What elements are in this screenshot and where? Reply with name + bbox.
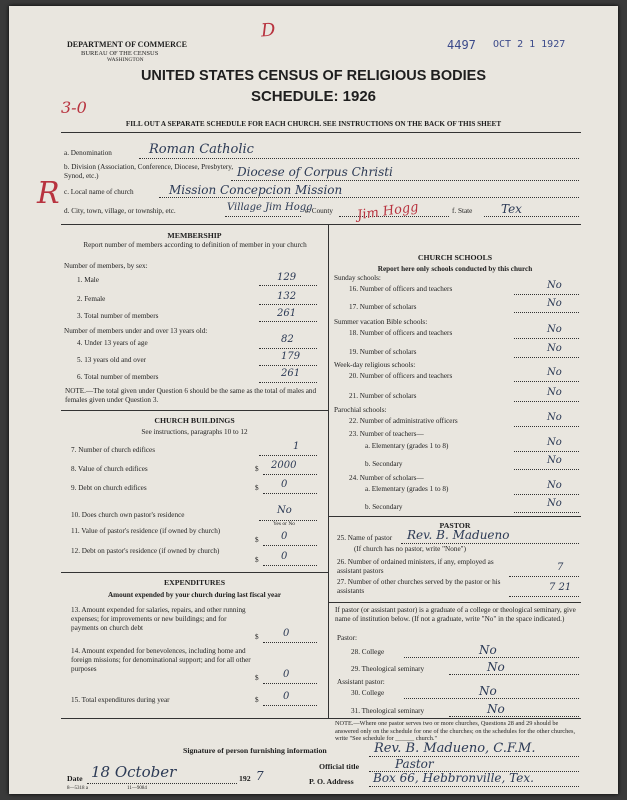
- q31-value: No: [487, 702, 505, 716]
- column-divider: [328, 224, 329, 718]
- q20-value: No: [547, 367, 562, 378]
- q21-value: No: [547, 387, 562, 398]
- q15-label: 15. Total expenditures during year: [71, 696, 170, 704]
- male-label: 1. Male: [77, 276, 99, 284]
- q11-dollar: $: [255, 536, 259, 544]
- department-name: DEPARTMENT OF COMMERCE: [67, 40, 188, 49]
- bureau-name: BUREAU OF THE CENSUS: [81, 50, 159, 57]
- q10-value: No: [277, 505, 292, 516]
- q14-label: 14. Amount expended for benevolences, including home and foreign missions; for denominational support; and for all other purposes: [71, 647, 251, 673]
- q7-value: 1: [293, 441, 300, 452]
- q23a-line: [514, 451, 579, 452]
- male-value: 129: [277, 272, 297, 283]
- q13-label: 13. Amount expended for salaries, repairs, and other running expenses; for improvements or new buildings; and for payments on church debt: [71, 606, 246, 632]
- q31-line: [449, 716, 579, 717]
- under-13-label: 4. Under 13 years of age: [77, 339, 148, 347]
- q14-line: [263, 683, 317, 684]
- header-rule: [61, 132, 581, 133]
- q14-dollar: $: [255, 674, 259, 682]
- q17-value: No: [547, 298, 562, 309]
- q16-value: No: [547, 280, 562, 291]
- q19-value: No: [547, 343, 562, 354]
- q24-label: 24. Number of scholars—: [349, 474, 424, 482]
- q7-line: [259, 455, 317, 456]
- division-value: Diocese of Corpus Christi: [237, 165, 393, 179]
- form-number-2: 11—9084: [127, 786, 147, 791]
- weekday-schools-label: Week-day religious schools:: [334, 361, 416, 369]
- division-label: b. Division (Association, Conference, Diocese, Presbytery, Synod, etc.): [64, 163, 234, 180]
- q11-value: 0: [281, 531, 288, 542]
- county-value: Jim Hogg: [356, 199, 420, 224]
- red-mark-code: 3-0: [61, 98, 87, 117]
- city-value: Village Jim Hogg: [227, 202, 313, 213]
- form-number: 8—5318 a: [67, 786, 88, 791]
- q12-value: 0: [281, 551, 288, 562]
- q21-label: 21. Number of scholars: [349, 392, 417, 400]
- q25-line: [401, 543, 579, 544]
- membership-rule: [61, 410, 328, 411]
- po-address-line: [369, 786, 579, 787]
- q15-dollar: $: [255, 696, 259, 704]
- q24a-value: No: [547, 480, 562, 491]
- over-13-label: 5. 13 years old and over: [77, 356, 147, 364]
- q28-line: [404, 657, 579, 658]
- schools-heading: CHURCH SCHOOLS: [417, 253, 493, 262]
- q24a-label: a. Elementary (grades 1 to 8): [365, 485, 449, 493]
- parochial-schools-label: Parochial schools:: [334, 406, 387, 414]
- female-value: 132: [277, 291, 297, 302]
- q24b-line: [514, 512, 579, 513]
- q9-label: 9. Debt on church edifices: [71, 484, 147, 492]
- q23b-label: b. Secondary: [365, 460, 403, 468]
- under-13-line: [259, 348, 317, 349]
- female-line: [259, 304, 317, 305]
- q20-label: 20. Number of officers and teachers: [349, 372, 453, 380]
- college-note: If pastor (or assistant pastor) is a graduate of a college or theological seminary, give name of institution below. (If not a graduate, write "No" in the space indicated.): [335, 606, 576, 623]
- membership-heading: MEMBERSHIP: [167, 231, 222, 240]
- red-stamp-mark: D: [260, 19, 277, 42]
- asst-pastor-sublabel: Assistant pastor:: [337, 678, 385, 686]
- q8-line: [263, 474, 317, 475]
- q9-line: [263, 493, 317, 494]
- q8-dollar: $: [255, 465, 259, 473]
- total6-line: [259, 382, 317, 383]
- q25-label: 25. Name of pastor: [337, 534, 393, 542]
- q27-value: 7 21: [549, 582, 572, 593]
- summer-schools-label: Summer vacation Bible schools:: [334, 318, 428, 326]
- total-members-line: [259, 321, 317, 322]
- q10-label: 10. Does church own pastor's residence: [71, 511, 185, 519]
- buildings-subheading: See instructions, paragraphs 10 to 12: [141, 428, 248, 436]
- q24b-value: No: [547, 498, 562, 509]
- schedule-title: SCHEDULE: 1926: [250, 88, 377, 105]
- q14-value: 0: [283, 669, 290, 680]
- expenditures-subheading: Amount expended by your church during last fiscal year: [107, 591, 282, 599]
- pastor-sublabel: Pastor:: [337, 634, 357, 642]
- buildings-heading: CHURCH BUILDINGS: [154, 416, 235, 425]
- official-title-label: Official title: [319, 762, 360, 771]
- total6-label: 6. Total number of members: [77, 373, 159, 381]
- q25-value: Rev. B. Madueno: [407, 528, 510, 542]
- q23b-line: [514, 469, 579, 470]
- q23a-label: a. Elementary (grades 1 to 8): [365, 442, 449, 450]
- q31-label: 31. Theological seminary: [351, 707, 425, 715]
- q9-dollar: $: [255, 484, 259, 492]
- q11-line: [263, 545, 317, 546]
- over-13-line: [259, 365, 317, 366]
- pastor-note: NOTE.—Where one pastor serves two or more churches, Questions 28 and 29 should be answered only on the schedule for one of the churches; on the schedules for the other churches, write "See schedule for ______ church.": [335, 720, 576, 742]
- q22-line: [514, 426, 579, 427]
- q26-label: 26. Number of ordained ministers, if any, employed as assistant pastors: [337, 558, 494, 575]
- q18-line: [514, 338, 579, 339]
- section-bottom-rule: [61, 718, 581, 719]
- pastor-rule: [328, 602, 581, 603]
- q19-label: 19. Number of scholars: [349, 348, 417, 356]
- po-address-label: P. O. Address: [309, 777, 354, 786]
- county-label: e. County: [305, 207, 333, 215]
- q27-label: 27. Number of other churches served by the pastor or his assistants: [337, 578, 501, 595]
- membership-note: NOTE.—The total given under Question 6 should be the same as the total of males and females given under Question 3.: [65, 387, 317, 404]
- q29-line: [449, 674, 579, 675]
- members-by-sex-label: Number of members, by sex:: [64, 262, 148, 270]
- q13-dollar: $: [255, 633, 259, 641]
- signature-value: Rev. B. Madueno, C.F.M.: [374, 741, 536, 756]
- q23a-value: No: [547, 437, 562, 448]
- q30-value: No: [479, 684, 497, 698]
- year-prefix: 192: [239, 774, 251, 783]
- denomination-value: Roman Catholic: [149, 142, 254, 157]
- receipt-stamp-number: 4497: [447, 38, 476, 52]
- state-value: Tex: [501, 202, 522, 216]
- q30-line: [404, 698, 579, 699]
- q22-value: No: [547, 412, 562, 423]
- state-label: f. State: [452, 207, 473, 215]
- local-church-line: [159, 197, 579, 198]
- q16-label: 16. Number of officers and teachers: [349, 285, 453, 293]
- q16-line: [514, 294, 579, 295]
- q12-line: [263, 565, 317, 566]
- expenditures-heading: EXPENDITURES: [163, 578, 226, 587]
- q17-line: [514, 312, 579, 313]
- q21-line: [514, 401, 579, 402]
- q19-line: [514, 357, 579, 358]
- q27-line: [509, 596, 579, 597]
- total-members-value: 261: [277, 308, 297, 319]
- q15-value: 0: [283, 691, 290, 702]
- city-line: [225, 216, 301, 217]
- q7-label: 7. Number of church edifices: [71, 446, 156, 454]
- q23-label: 23. Number of teachers—: [349, 430, 424, 438]
- form-title: UNITED STATES CENSUS OF RELIGIOUS BODIES: [140, 68, 487, 84]
- local-church-label: c. Local name of church: [64, 188, 134, 196]
- q13-line: [263, 642, 317, 643]
- q29-label: 29. Theological seminary: [351, 665, 425, 673]
- denomination-line: [139, 158, 579, 159]
- q24b-label: b. Secondary: [365, 503, 403, 511]
- total6-value: 261: [281, 368, 301, 379]
- year-value: 7: [256, 769, 264, 783]
- male-line: [259, 285, 317, 286]
- po-address-value: Box 66, Hebbronville, Tex.: [373, 771, 534, 785]
- under-13-value: 82: [281, 334, 294, 345]
- city-name: WASHINGTON: [107, 57, 144, 63]
- q12-label: 12. Debt on pastor's residence (if owned by church): [71, 547, 220, 555]
- q22-label: 22. Number of administrative officers: [349, 417, 458, 425]
- q9-value: 0: [281, 479, 288, 490]
- q20-line: [514, 381, 579, 382]
- signature-label: Signature of person furnishing information: [183, 746, 327, 755]
- red-initial: R: [37, 176, 60, 211]
- city-label: d. City, town, village, or township, etc.: [64, 207, 176, 215]
- local-church-value: Mission Concepcion Mission: [169, 183, 343, 197]
- q8-value: 2000: [271, 460, 297, 471]
- q15-line: [263, 705, 317, 706]
- q23b-value: No: [547, 455, 562, 466]
- division-line: [231, 180, 579, 181]
- pastor-heading: PASTOR: [439, 521, 471, 530]
- denomination-label: a. Denomination: [64, 149, 112, 157]
- date-label: Date: [67, 774, 83, 783]
- over-13-value: 179: [281, 351, 301, 362]
- q13-value: 0: [283, 628, 290, 639]
- q28-value: No: [479, 643, 497, 657]
- q24a-line: [514, 494, 579, 495]
- official-title-value: Pastor: [395, 757, 434, 771]
- receipt-stamp-date: OCT 2 1 1927: [493, 39, 566, 50]
- fill-instructions: FILL OUT A SEPARATE SCHEDULE FOR EACH CHURCH. SEE INSTRUCTIONS ON THE BACK OF THIS SHEET: [125, 120, 502, 128]
- q28-label: 28. College: [351, 648, 385, 656]
- q18-value: No: [547, 324, 562, 335]
- age-group-label: Number of members under and over 13 years old:: [64, 327, 208, 335]
- state-line: [484, 216, 579, 217]
- q12-dollar: $: [255, 556, 259, 564]
- date-line: [87, 783, 237, 784]
- membership-subheading: Report number of members according to definition of member in your church: [83, 241, 307, 249]
- q30-label: 30. College: [351, 689, 385, 697]
- q18-label: 18. Number of officers and teachers: [349, 329, 453, 337]
- date-value: 18 October: [91, 763, 177, 781]
- q25-note: (If church has no pastor, write "None"): [354, 545, 466, 553]
- q8-label: 8. Value of church edifices: [71, 465, 148, 473]
- red-scribble: [260, 20, 276, 42]
- sunday-schools-label: Sunday schools:: [334, 274, 381, 282]
- total-members-label: 3. Total number of members: [77, 312, 159, 320]
- schools-subheading: Report here only schools conducted by this church: [377, 265, 533, 273]
- section-top-rule: [61, 224, 581, 225]
- schools-rule: [328, 516, 581, 517]
- census-schedule-page: [9, 6, 618, 794]
- q26-value: 7: [557, 562, 564, 573]
- q11-label: 11. Value of pastor's residence (if owned by church): [71, 527, 221, 535]
- q17-label: 17. Number of scholars: [349, 303, 417, 311]
- q26-line: [509, 576, 579, 577]
- q29-value: No: [487, 660, 505, 674]
- buildings-rule: [61, 572, 328, 573]
- female-label: 2. Female: [77, 295, 106, 303]
- yes-no-hint: Yes or No: [273, 521, 296, 527]
